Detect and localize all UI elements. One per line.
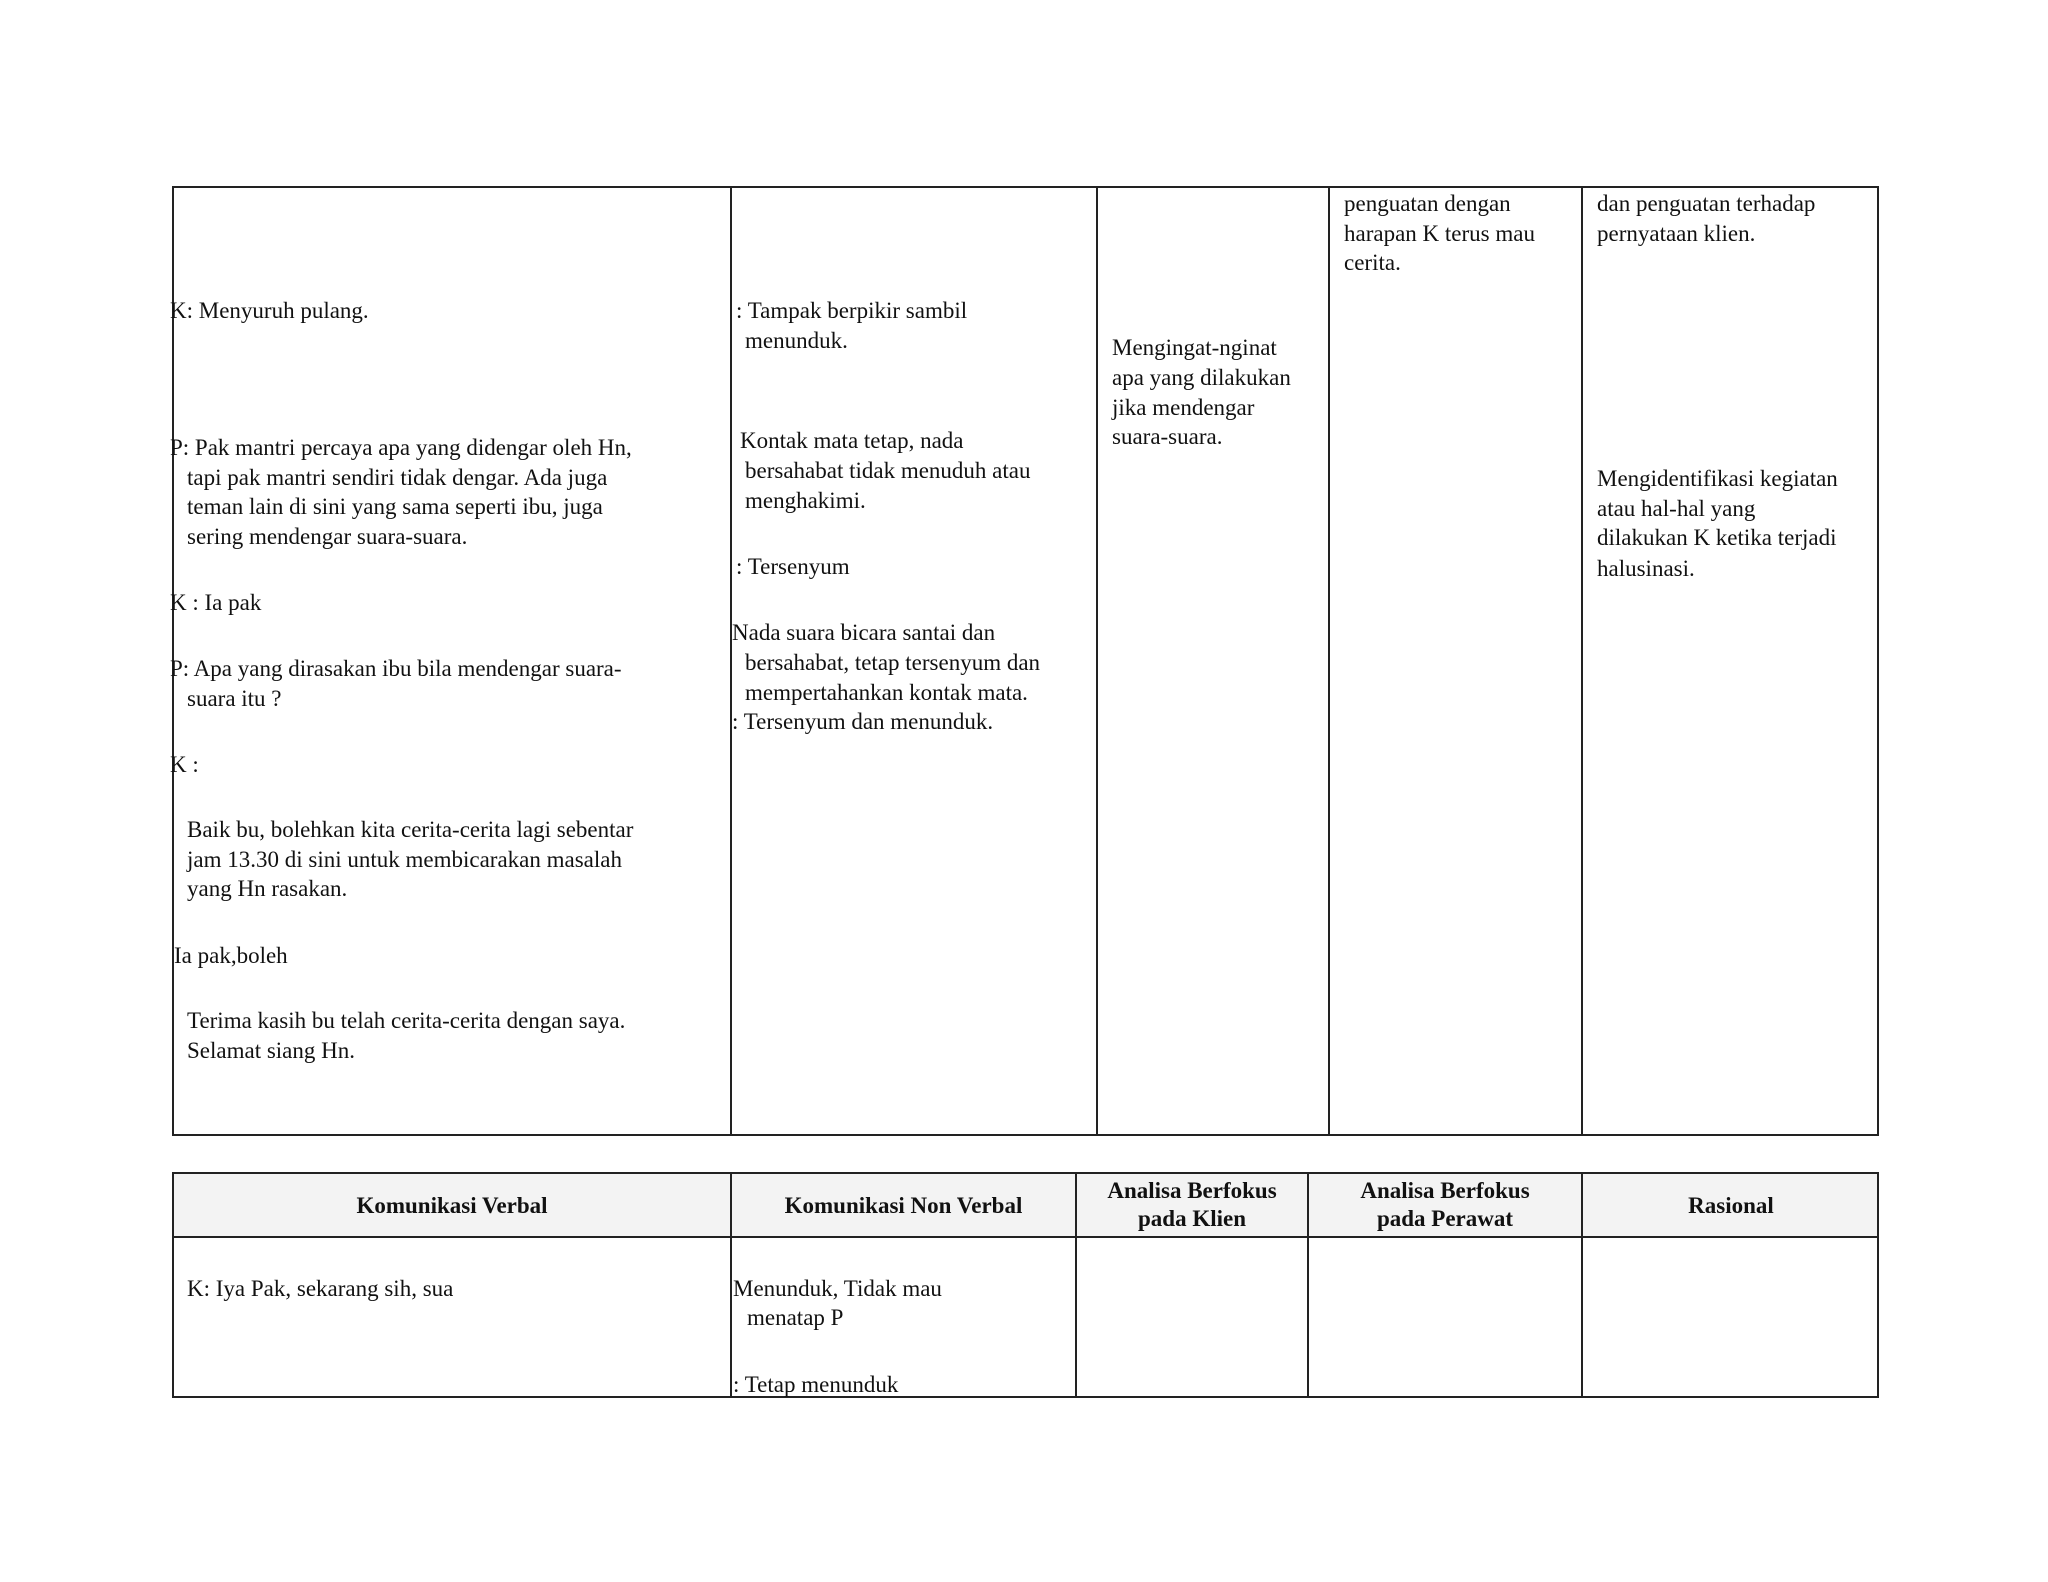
nonverbal-line: menunduk. [745,328,848,353]
verbal-line: jam 13.30 di sini untuk membicarakan masalah [187,847,622,872]
client-analysis-line: suara-suara. [1112,424,1223,449]
verbal-line: K : [170,752,199,777]
verbal-line: K: Menyuruh pulang. [170,298,369,323]
verbal-line: Selamat siang Hn. [187,1038,355,1063]
nonverbal-line: : Tampak berpikir sambil [736,298,968,323]
column-divider [1328,188,1330,1134]
header-nurse-analysis-line2: pada Perawat [1376,1206,1514,1231]
rationale-line: dilakukan K ketika terjadi [1597,525,1837,550]
nonverbal-line: : Tersenyum [736,554,850,579]
verbal-line: Terima kasih bu telah cerita-cerita dengan saya. [187,1008,626,1033]
header-client-analysis-line2: pada Klien [1137,1206,1246,1231]
verbal-line: suara itu ? [187,686,282,711]
verbal-line: yang Hn rasakan. [187,876,348,901]
nonverbal-line: : Tetap menunduk [733,1372,899,1397]
header-client-analysis-line1: Analisa Berfokus [1107,1178,1277,1203]
header-divider [174,1236,1877,1238]
client-analysis-line: jika mendengar [1112,395,1255,420]
client-analysis-line: apa yang dilakukan [1112,365,1291,390]
nonverbal-line: bersahabat tidak menuduh atau [745,458,1031,483]
verbal-line: K : Ia pak [170,590,262,615]
nurse-analysis-line: harapan K terus mau [1344,221,1535,246]
verbal-line: teman lain di sini yang sama seperti ibu, juga [187,494,603,519]
verbal-line: sering mendengar suara-suara. [187,524,468,549]
verbal-line: P: Apa yang dirasakan ibu bila mendengar suara- [170,656,622,681]
column-divider [730,188,732,1134]
client-analysis-line: Mengingat-nginat [1112,335,1277,360]
verbal-line: K: Iya Pak, sekarang sih, sua [187,1276,454,1301]
verbal-line: Ia pak,boleh [174,943,288,968]
nurse-analysis-line: penguatan dengan [1344,191,1511,216]
verbal-line: Baik bu, bolehkan kita cerita-cerita lagi sebentar [187,817,634,842]
rationale-line: halusinasi. [1597,556,1695,581]
rationale-line: dan penguatan terhadap [1597,191,1816,216]
verbal-line: tapi pak mantri sendiri tidak dengar. Ada juga [187,465,608,490]
rationale-line: pernyataan klien. [1597,221,1756,246]
verbal-line: P: Pak mantri percaya apa yang didengar oleh Hn, [170,435,632,460]
header-verbal: Komunikasi Verbal [356,1193,548,1218]
header-nonverbal: Komunikasi Non Verbal [784,1193,1023,1218]
header-rationale: Rasional [1688,1193,1774,1218]
header-nurse-analysis-line1: Analisa Berfokus [1360,1178,1530,1203]
rationale-line: Mengidentifikasi kegiatan [1597,466,1838,491]
nonverbal-line: Kontak mata tetap, nada [740,428,964,453]
nonverbal-line: menatap P [747,1305,844,1330]
nonverbal-line: bersahabat, tetap tersenyum dan [745,650,1041,675]
nurse-analysis-line: cerita. [1344,250,1401,275]
column-divider [1096,188,1098,1134]
column-divider [1581,188,1583,1134]
nonverbal-line: menghakimi. [745,488,866,513]
nonverbal-line: mempertahankan kontak mata. [745,680,1028,705]
nonverbal-line: Menunduk, Tidak mau [733,1276,942,1301]
nonverbal-line: Nada suara bicara santai dan [732,620,996,645]
rationale-line: atau hal-hal yang [1597,496,1756,521]
nonverbal-line: : Tersenyum dan menunduk. [732,709,994,734]
